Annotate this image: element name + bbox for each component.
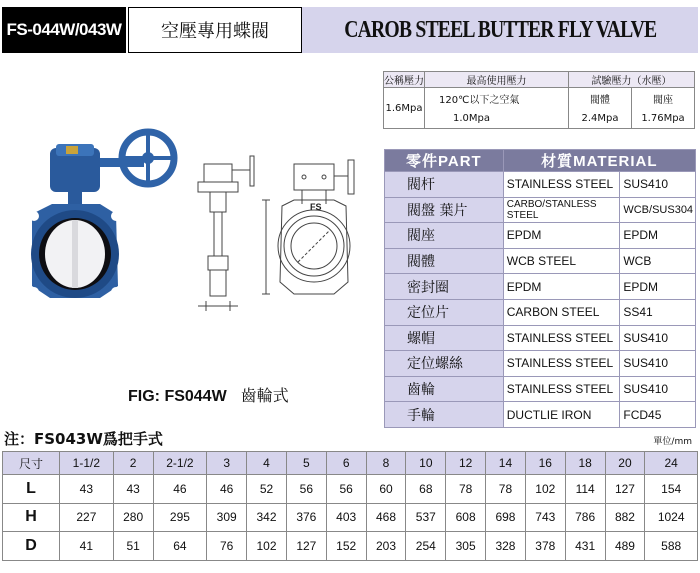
part-name: 定位螺絲 bbox=[385, 351, 504, 377]
material-2: EPDM bbox=[620, 274, 696, 300]
dimension-cell: 154 bbox=[645, 475, 698, 504]
dimension-cell: 698 bbox=[486, 503, 526, 532]
materials-header-material: 材質MATERIAL bbox=[503, 150, 695, 172]
size-cell: 4 bbox=[247, 452, 287, 475]
dimension-cell: 378 bbox=[525, 532, 565, 561]
material-2: SS41 bbox=[620, 299, 696, 325]
dimension-row bbox=[3, 503, 698, 532]
dimension-cell: 403 bbox=[326, 503, 366, 532]
material-row bbox=[385, 172, 696, 198]
pressure-seat-value: 1.76Mpa bbox=[632, 108, 695, 129]
part-name: 定位片 bbox=[385, 299, 504, 325]
materials-table bbox=[384, 149, 696, 428]
material-2: SUS410 bbox=[620, 172, 696, 198]
size-label: 尺寸 bbox=[3, 452, 60, 475]
material-row bbox=[385, 351, 696, 377]
dimension-cell: 41 bbox=[60, 532, 114, 561]
material-row bbox=[385, 248, 696, 274]
material-row bbox=[385, 223, 696, 249]
dimension-cell: 227 bbox=[60, 503, 114, 532]
pressure-header-test: 試驗壓力（水壓） bbox=[569, 72, 695, 88]
size-cell: 1-1/2 bbox=[60, 452, 114, 475]
dimension-cell: 743 bbox=[525, 503, 565, 532]
dimension-cell: 309 bbox=[207, 503, 247, 532]
part-name: 螺帽 bbox=[385, 325, 504, 351]
part-name: 手輪 bbox=[385, 402, 504, 428]
material-row bbox=[385, 325, 696, 351]
material-row bbox=[385, 197, 696, 223]
dimension-cell: 882 bbox=[605, 503, 645, 532]
size-cell: 20 bbox=[605, 452, 645, 475]
material-1: EPDM bbox=[503, 274, 620, 300]
material-1: WCB STEEL bbox=[503, 248, 620, 274]
size-cell: 5 bbox=[286, 452, 326, 475]
materials-header-part: 零件PART bbox=[385, 150, 504, 172]
drawing-label: FS bbox=[310, 202, 322, 212]
dimension-cell: 60 bbox=[366, 475, 406, 504]
dimension-cell: 68 bbox=[406, 475, 446, 504]
title-chinese: 空壓專用蝶閥 bbox=[128, 7, 302, 53]
figure-caption-zh: 齒輪式 bbox=[240, 386, 289, 405]
material-1: EPDM bbox=[503, 223, 620, 249]
dimension-cell: 1024 bbox=[645, 503, 698, 532]
dimension-cell: 295 bbox=[153, 503, 207, 532]
dimension-cell: 78 bbox=[486, 475, 526, 504]
size-cell: 14 bbox=[486, 452, 526, 475]
dimension-cell: 328 bbox=[486, 532, 526, 561]
part-name: 齒輪 bbox=[385, 376, 504, 402]
dimension-cell: 431 bbox=[565, 532, 605, 561]
note-text: 注：FS043W爲把手式 bbox=[4, 430, 163, 448]
dimension-cell: 64 bbox=[153, 532, 207, 561]
dimension-cell: 608 bbox=[446, 503, 486, 532]
size-cell: 6 bbox=[326, 452, 366, 475]
dimension-cell: 786 bbox=[565, 503, 605, 532]
dimension-cell: 342 bbox=[247, 503, 287, 532]
dimension-label: H bbox=[3, 503, 60, 532]
dimension-label: L bbox=[3, 475, 60, 504]
pressure-max-value: 1.0Mpa bbox=[425, 108, 569, 129]
pressure-header-max: 最高使用壓力 bbox=[425, 72, 569, 88]
part-name: 閥盤 葉片 bbox=[385, 197, 504, 223]
dimension-table bbox=[2, 451, 698, 561]
dimension-cell: 588 bbox=[645, 532, 698, 561]
model-number: FS-044W/043W bbox=[2, 7, 126, 53]
material-row bbox=[385, 299, 696, 325]
part-name: 閥體 bbox=[385, 248, 504, 274]
pressure-nominal-value: 1.6Mpa bbox=[384, 88, 425, 129]
dimension-cell: 152 bbox=[326, 532, 366, 561]
size-cell: 16 bbox=[525, 452, 565, 475]
size-cell: 3 bbox=[207, 452, 247, 475]
size-cell: 8 bbox=[366, 452, 406, 475]
material-1: DUCTLIE IRON bbox=[503, 402, 620, 428]
dimension-label: D bbox=[3, 532, 60, 561]
dimension-cell: 537 bbox=[406, 503, 446, 532]
dimension-cell: 468 bbox=[366, 503, 406, 532]
size-cell: 12 bbox=[446, 452, 486, 475]
material-2: SUS410 bbox=[620, 376, 696, 402]
dimension-cell: 280 bbox=[113, 503, 153, 532]
dimension-cell: 43 bbox=[60, 475, 114, 504]
dimension-row bbox=[3, 475, 698, 504]
pressure-seat-label: 閥座 bbox=[632, 88, 695, 109]
part-name: 閥座 bbox=[385, 223, 504, 249]
material-2: FCD45 bbox=[620, 402, 696, 428]
size-header-row bbox=[3, 452, 698, 475]
dimension-cell: 52 bbox=[247, 475, 287, 504]
pressure-table bbox=[383, 71, 695, 129]
material-row bbox=[385, 274, 696, 300]
size-cell: 10 bbox=[406, 452, 446, 475]
material-2: WCB/SUS304 bbox=[620, 197, 696, 223]
dimension-cell: 114 bbox=[565, 475, 605, 504]
size-cell: 18 bbox=[565, 452, 605, 475]
dimension-cell: 43 bbox=[113, 475, 153, 504]
technical-drawing bbox=[186, 146, 376, 316]
figure-caption bbox=[128, 383, 289, 406]
dimension-cell: 78 bbox=[446, 475, 486, 504]
dimension-cell: 305 bbox=[446, 532, 486, 561]
material-2: EPDM bbox=[620, 223, 696, 249]
pressure-condition: 120℃以下之空氣 bbox=[425, 88, 569, 109]
dimension-cell: 46 bbox=[207, 475, 247, 504]
title-english bbox=[302, 7, 698, 53]
material-1: STAINLESS STEEL bbox=[503, 351, 620, 377]
material-2: SUS410 bbox=[620, 325, 696, 351]
dimension-cell: 76 bbox=[207, 532, 247, 561]
pressure-body-label: 閥體 bbox=[569, 88, 632, 109]
material-2: WCB bbox=[620, 248, 696, 274]
dimension-cell: 127 bbox=[605, 475, 645, 504]
dimension-cell: 46 bbox=[153, 475, 207, 504]
dimension-cell: 203 bbox=[366, 532, 406, 561]
material-row bbox=[385, 376, 696, 402]
dimension-cell: 489 bbox=[605, 532, 645, 561]
material-1: CARBON STEEL bbox=[503, 299, 620, 325]
dimension-cell: 376 bbox=[286, 503, 326, 532]
dimension-cell: 102 bbox=[247, 532, 287, 561]
material-row bbox=[385, 402, 696, 428]
size-cell: 24 bbox=[645, 452, 698, 475]
pressure-body-value: 2.4Mpa bbox=[569, 108, 632, 129]
material-1: STAINLESS STEEL bbox=[503, 325, 620, 351]
dimension-cell: 127 bbox=[286, 532, 326, 561]
material-1: STAINLESS STEEL bbox=[503, 376, 620, 402]
material-2: SUS410 bbox=[620, 351, 696, 377]
dimension-cell: 102 bbox=[525, 475, 565, 504]
dimension-cell: 51 bbox=[113, 532, 153, 561]
unit-label: 單位/mm bbox=[653, 437, 692, 447]
dimension-cell: 254 bbox=[406, 532, 446, 561]
size-cell: 2 bbox=[113, 452, 153, 475]
title-english-text: CAROB STEEL BUTTER FLY VALVE bbox=[343, 16, 657, 43]
material-1: STAINLESS STEEL bbox=[503, 172, 620, 198]
part-name: 閥杆 bbox=[385, 172, 504, 198]
pressure-header-nominal: 公稱壓力 bbox=[384, 72, 425, 88]
size-cell: 2-1/2 bbox=[153, 452, 207, 475]
dimension-cell: 56 bbox=[326, 475, 366, 504]
figure-caption-text: FIG: FS044W bbox=[128, 388, 227, 405]
material-1: CARBO/STANLESS STEEL bbox=[503, 197, 620, 223]
part-name: 密封圈 bbox=[385, 274, 504, 300]
valve-photo bbox=[20, 126, 180, 316]
dimension-cell: 56 bbox=[286, 475, 326, 504]
dimension-row bbox=[3, 532, 698, 561]
